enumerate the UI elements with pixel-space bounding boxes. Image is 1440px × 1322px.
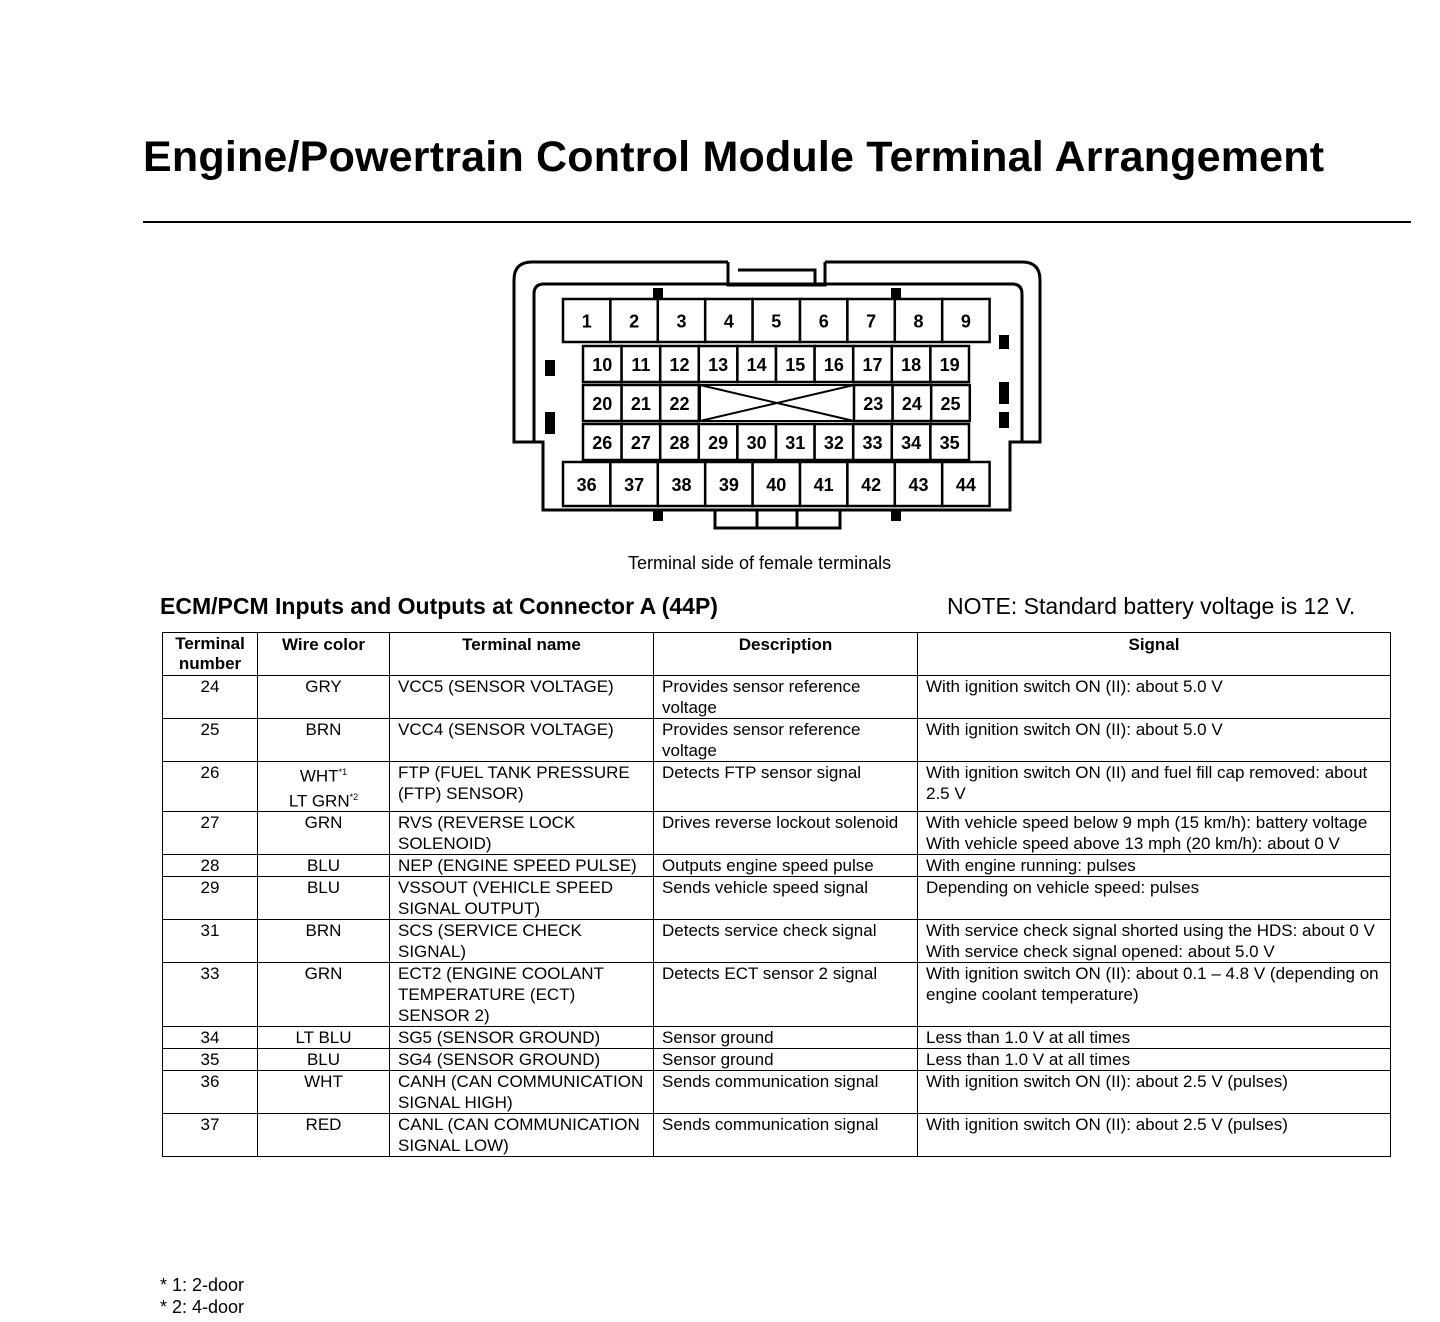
terminal-number-cell xyxy=(163,920,258,963)
connector-diagram xyxy=(505,250,1050,540)
description: Detects ECT sensor 2 signal xyxy=(662,964,878,984)
terminal-name: CANL (CAN COMMUNICATION SIGNAL LOW) xyxy=(398,1115,640,1156)
signal-cell xyxy=(918,1071,1391,1114)
terminal-number-cell xyxy=(163,1049,258,1071)
pin-number: 21 xyxy=(630,394,651,414)
signal-cell xyxy=(918,812,1391,855)
description-cell xyxy=(654,812,918,855)
description-cell xyxy=(654,1071,918,1114)
pin-number: 35 xyxy=(939,433,960,453)
terminal-number: 37 xyxy=(200,1115,220,1135)
terminal-number: 33 xyxy=(200,964,220,984)
pin-number: 31 xyxy=(785,433,806,453)
table-row xyxy=(163,1049,1391,1071)
terminal-number: 28 xyxy=(200,856,220,876)
terminal-name-cell xyxy=(390,1027,654,1049)
description: Sensor ground xyxy=(662,1050,774,1070)
wire-color: BLU xyxy=(306,1050,341,1070)
wire-color: BRN xyxy=(305,921,342,941)
wire-footnote-mark: *1 xyxy=(338,767,348,777)
table-row xyxy=(163,855,1391,877)
pin-number: 17 xyxy=(862,355,883,375)
terminal-name-cell xyxy=(390,812,654,855)
io-table xyxy=(162,632,1391,1157)
description: Outputs engine speed pulse xyxy=(662,856,874,876)
pin-number: 30 xyxy=(746,433,767,453)
wire-color: WHT xyxy=(299,766,339,786)
pin-number: 43 xyxy=(908,475,929,495)
wire-color: GRY xyxy=(305,677,342,696)
wire-color-cell xyxy=(258,855,390,877)
terminal-name-cell xyxy=(390,1114,654,1157)
table-row xyxy=(163,762,1391,812)
diagram-caption: Terminal side of female terminals xyxy=(628,553,892,573)
table-row xyxy=(163,920,1391,963)
signal-text: Less than 1.0 V at all times xyxy=(926,1028,1131,1048)
description: Drives reverse lockout solenoid xyxy=(662,813,899,833)
pin-number: 22 xyxy=(669,394,690,414)
pin-number: 26 xyxy=(592,433,613,453)
pin-number: 33 xyxy=(862,433,883,453)
terminal-name: VCC4 (SENSOR VOLTAGE) xyxy=(398,720,614,739)
terminal-number: 35 xyxy=(200,1050,220,1070)
pin-number: 37 xyxy=(624,475,645,495)
pin-number: 15 xyxy=(785,355,806,375)
wire-color-cell xyxy=(258,676,390,719)
terminal-name-cell xyxy=(390,855,654,877)
pin-number: 7 xyxy=(866,311,877,332)
pin-number: 6 xyxy=(818,311,829,332)
terminal-name: VSSOUT (VEHICLE SPEED SIGNAL OUTPUT) xyxy=(398,878,614,919)
pin-number: 27 xyxy=(630,433,651,453)
signal-text-secondary: With vehicle speed above 13 mph (20 km/h): about 0 V xyxy=(926,834,1340,854)
terminal-name-cell xyxy=(390,762,654,812)
terminal-number-cell xyxy=(163,963,258,1027)
terminal-name-cell xyxy=(390,920,654,963)
terminal-number-cell xyxy=(163,676,258,719)
signal-cell xyxy=(918,877,1391,920)
signal-cell xyxy=(918,676,1391,719)
description: Sends communication signal xyxy=(662,1072,879,1092)
header-description: Description xyxy=(654,633,918,676)
wire-color: BLU xyxy=(306,856,341,876)
pin-number: 34 xyxy=(901,433,922,453)
terminal-name-cell xyxy=(390,1071,654,1114)
footnote-1: * 1: 2-door xyxy=(160,1275,245,1295)
description-cell xyxy=(654,855,918,877)
header-terminal-name: Terminal name xyxy=(390,633,654,676)
table-row xyxy=(163,1027,1391,1049)
table-row xyxy=(163,1071,1391,1114)
wire-color-cell xyxy=(258,719,390,762)
description: Provides sensor reference voltage xyxy=(662,677,861,717)
pin-number: 2 xyxy=(629,311,640,332)
footnote-2: * 2: 4-door xyxy=(160,1297,245,1317)
pin-number: 8 xyxy=(913,311,924,332)
description-cell xyxy=(654,1114,918,1157)
page-title: Engine/Powertrain Control Module Terminal Arrangement xyxy=(143,133,1325,181)
pin-number: 1 xyxy=(581,311,592,332)
wire-color-cell xyxy=(258,1049,390,1071)
wire-color: WHT xyxy=(304,1072,343,1092)
signal-cell xyxy=(918,920,1391,963)
terminal-number-cell xyxy=(163,812,258,855)
title-divider xyxy=(143,221,1411,223)
table-header-row xyxy=(163,633,1391,676)
signal-cell xyxy=(918,762,1391,812)
signal-cell xyxy=(918,1027,1391,1049)
pin-number: 42 xyxy=(861,475,882,495)
header-signal: Signal xyxy=(918,633,1391,676)
terminal-number-cell xyxy=(163,877,258,920)
table-row xyxy=(163,812,1391,855)
signal-cell xyxy=(918,1114,1391,1157)
terminal-name: ECT2 (ENGINE COOLANT TEMPERATURE (ECT) SENSOR 2) xyxy=(398,964,604,1026)
terminal-name-cell xyxy=(390,1049,654,1071)
signal-cell xyxy=(918,719,1391,762)
signal-cell xyxy=(918,855,1391,877)
wire-color-cell xyxy=(258,1114,390,1157)
terminal-number: 24 xyxy=(200,677,220,696)
pin-number: 18 xyxy=(901,355,922,375)
signal-text: With ignition switch ON (II): about 2.5 V (pulses) xyxy=(926,1072,1288,1092)
pin-number: 13 xyxy=(708,355,729,375)
pin-number: 19 xyxy=(939,355,960,375)
wire-color-cell xyxy=(258,1071,390,1114)
terminal-name: SG5 (SENSOR GROUND) xyxy=(398,1028,601,1048)
pin-number: 10 xyxy=(592,355,613,375)
wire-color: GRN xyxy=(304,813,343,833)
table-row xyxy=(163,719,1391,762)
pin-number: 3 xyxy=(676,311,687,332)
pin-number: 4 xyxy=(723,311,734,332)
pin-number: 39 xyxy=(718,475,739,495)
battery-note: NOTE: Standard battery voltage is 12 V. xyxy=(947,593,1356,619)
terminal-number: 34 xyxy=(200,1028,220,1048)
pin-number: 14 xyxy=(746,355,767,375)
pin-number: 5 xyxy=(771,311,782,332)
wire-color-cell xyxy=(258,877,390,920)
header-terminal-number: Terminal number xyxy=(163,633,258,676)
wire-color-alt: LT GRN xyxy=(288,791,350,811)
header-wire-color: Wire color xyxy=(258,633,390,676)
terminal-name: SCS (SERVICE CHECK SIGNAL) xyxy=(398,921,582,962)
terminal-number: 36 xyxy=(200,1072,220,1092)
terminal-number-cell xyxy=(163,1027,258,1049)
description-cell xyxy=(654,877,918,920)
description: Sends vehicle speed signal xyxy=(662,878,869,898)
description: Provides sensor reference voltage xyxy=(662,720,861,760)
terminal-name-cell xyxy=(390,676,654,719)
wire-color: GRN xyxy=(304,964,343,984)
terminal-number-cell xyxy=(163,762,258,812)
wire-color-cell xyxy=(258,762,390,812)
description: Sends communication signal xyxy=(662,1115,879,1135)
wire-color: LT BLU xyxy=(295,1028,352,1048)
description: Detects service check signal xyxy=(662,921,877,941)
terminal-name: FTP (FUEL TANK PRESSURE (FTP) SENSOR) xyxy=(398,763,630,803)
terminal-name-cell xyxy=(390,963,654,1027)
terminal-number-cell xyxy=(163,855,258,877)
wire-footnote-mark: *2 xyxy=(349,791,359,802)
pin-number: 36 xyxy=(576,475,597,495)
terminal-number-cell xyxy=(163,1071,258,1114)
wire-color-cell xyxy=(258,963,390,1027)
terminal-number: 29 xyxy=(200,878,220,898)
description-cell xyxy=(654,963,918,1027)
pin-number: 16 xyxy=(823,355,844,375)
terminal-name: CANH (CAN COMMUNICATION SIGNAL HIGH) xyxy=(398,1072,644,1113)
signal-text: With ignition switch ON (II): about 2.5 V (pulses) xyxy=(926,1115,1288,1135)
table-row xyxy=(163,877,1391,920)
signal-text: With vehicle speed below 9 mph (15 km/h): battery voltage xyxy=(926,813,1368,833)
pin-number: 12 xyxy=(669,355,690,375)
pin-number: 20 xyxy=(592,394,613,414)
wire-color: BLU xyxy=(306,878,341,898)
description-cell xyxy=(654,1049,918,1071)
description-cell xyxy=(654,1027,918,1049)
pin-number: 28 xyxy=(669,433,690,453)
terminal-number: 31 xyxy=(200,921,220,941)
terminal-number-cell xyxy=(163,1114,258,1157)
table-row xyxy=(163,1114,1391,1157)
description: Sensor ground xyxy=(662,1028,774,1048)
signal-text: With service check signal shorted using the HDS: about 0 V xyxy=(926,921,1375,941)
signal-text: With ignition switch ON (II): about 5.0 V xyxy=(926,720,1223,739)
signal-text: With ignition switch ON (II) and fuel fill cap removed: about 2.5 V xyxy=(926,763,1368,803)
terminal-number: 26 xyxy=(200,763,220,782)
pin-number: 25 xyxy=(940,394,961,414)
signal-text: Less than 1.0 V at all times xyxy=(926,1050,1131,1070)
description-cell xyxy=(654,762,918,812)
pin-number: 40 xyxy=(766,475,787,495)
signal-text-secondary: With service check signal opened: about 5.0 V xyxy=(926,942,1275,962)
terminal-name: VCC5 (SENSOR VOLTAGE) xyxy=(398,677,614,696)
description-cell xyxy=(654,920,918,963)
terminal-name-cell xyxy=(390,877,654,920)
table-subtitle: ECM/PCM Inputs and Outputs at Connector A (44P) xyxy=(160,593,718,619)
terminal-name-cell xyxy=(390,719,654,762)
wire-color: RED xyxy=(305,1115,342,1135)
signal-text: With ignition switch ON (II): about 0.1 – 4.8 V (depending on engine coolant temperature) xyxy=(926,964,1379,1005)
terminal-number: 25 xyxy=(200,720,220,739)
pin-number: 41 xyxy=(813,475,834,495)
signal-cell xyxy=(918,963,1391,1027)
terminal-name: RVS (REVERSE LOCK SOLENOID) xyxy=(398,813,576,854)
wire-color: BRN xyxy=(305,720,342,739)
pin-number: 32 xyxy=(823,433,844,453)
pin-number: 24 xyxy=(901,394,922,414)
description-cell xyxy=(654,719,918,762)
pin-number: 44 xyxy=(955,475,976,495)
wire-color-cell xyxy=(258,920,390,963)
table-row xyxy=(163,676,1391,719)
pin-number: 38 xyxy=(671,475,692,495)
pin-number: 9 xyxy=(960,311,971,332)
pin-number: 23 xyxy=(863,394,884,414)
wire-color-cell xyxy=(258,812,390,855)
wire-color-cell xyxy=(258,1027,390,1049)
terminal-name: SG4 (SENSOR GROUND) xyxy=(398,1050,601,1070)
description: Detects FTP sensor signal xyxy=(662,763,862,782)
table-row xyxy=(163,963,1391,1027)
signal-text: Depending on vehicle speed: pulses xyxy=(926,878,1200,898)
pin-number: 11 xyxy=(631,355,651,375)
signal-text: With ignition switch ON (II): about 5.0 V xyxy=(926,677,1223,696)
pin-number: 29 xyxy=(708,433,729,453)
signal-text: With engine running: pulses xyxy=(926,856,1136,876)
signal-cell xyxy=(918,1049,1391,1071)
terminal-number-cell xyxy=(163,719,258,762)
terminal-name: NEP (ENGINE SPEED PULSE) xyxy=(398,856,637,876)
terminal-number: 27 xyxy=(200,813,220,833)
description-cell xyxy=(654,676,918,719)
